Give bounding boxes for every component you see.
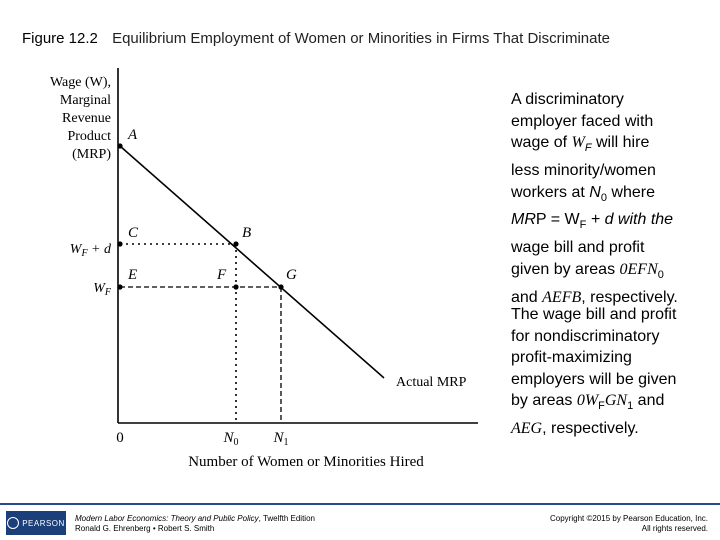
desc1-line-6: MRP = $W_F + d$ with the [511,211,674,232]
desc2-line-6: AEG, respectively. [511,420,639,438]
y-axis-label-line-3: Revenue [62,111,111,126]
point-b-label: B [242,225,252,241]
x-axis-label: Number of Women or Minorities Hired [188,454,424,470]
actual-mrp-label: Actual MRP [396,375,467,390]
y-axis-label-line-4: Product [67,129,111,144]
desc1-line-3: wage of $W_F$ will hire [511,134,650,155]
desc1-line-8: given by areas $0EFN_0$ [511,260,664,281]
origin-label: 0 [116,430,124,446]
desc2-line-1: The wage bill and profit [511,306,677,323]
desc1-line-7: wage bill and profit [511,239,645,257]
book-authors: Ronald G. Ehrenberg • Robert S. Smith [75,524,215,533]
footer-divider [0,503,720,505]
desc2-line-2: for nondiscriminatory [511,327,660,345]
pearson-mark-icon [7,517,19,529]
y-axis-label-line-2: Marginal [59,93,111,108]
point-c-label: C [128,225,139,241]
book-title-line: Modern Labor Economics: Theory and Public Policy, Twelfth Edition [75,514,315,523]
description-discriminatory [511,89,711,308]
desc1-line-1: A discriminatory [511,91,624,108]
point-f-label: F [217,267,227,283]
figure-number: Figure 12.2 [22,30,98,47]
point-a-label: A [128,127,138,143]
point-g-label: G [286,267,297,283]
y-axis-label-line-1: Wage (W), [49,75,111,90]
pearson-logo-text: PEARSON [22,518,65,528]
wf-tick: $W_F$ [93,281,111,298]
description-nondiscriminatory [511,304,711,440]
point-g-dot [278,284,283,289]
copyright-line: Copyright ©2015 by Pearson Education, Inc. [550,514,708,523]
n0-tick: $N_0$ [223,430,239,448]
desc1-line-9: and AEFB, respectively. [511,288,678,306]
point-e-dot [117,284,122,289]
copyright-notice [550,514,708,534]
desc1-line-2: employer faced with [511,112,654,130]
point-f-dot [233,284,238,289]
desc2-line-4: employers will be given [511,370,677,388]
point-c-dot [117,241,122,246]
y-axis-label-line-5: (MRP) [72,147,111,162]
rights-line: All rights reserved. [641,524,708,533]
point-a-dot [117,143,122,148]
desc2-line-3: profit-maximizing [511,349,632,367]
figure-caption: Equilibrium Employment of Women or Minorities in Firms That Discriminate [112,30,610,47]
mrp-curve [120,146,384,378]
point-b-dot [233,241,238,246]
desc1-line-4: less minority/women [511,161,656,179]
book-credit [75,514,315,534]
point-e-label: E [128,267,138,283]
wf-plus-d-tick: $W_F + d$ [69,242,111,259]
desc2-line-5: by areas $0W_FGN_1$ and [511,392,665,413]
n1-tick: $N_1$ [273,430,289,448]
desc1-line-5: workers at $N_0$ where [511,183,655,204]
pearson-logo [6,511,66,535]
